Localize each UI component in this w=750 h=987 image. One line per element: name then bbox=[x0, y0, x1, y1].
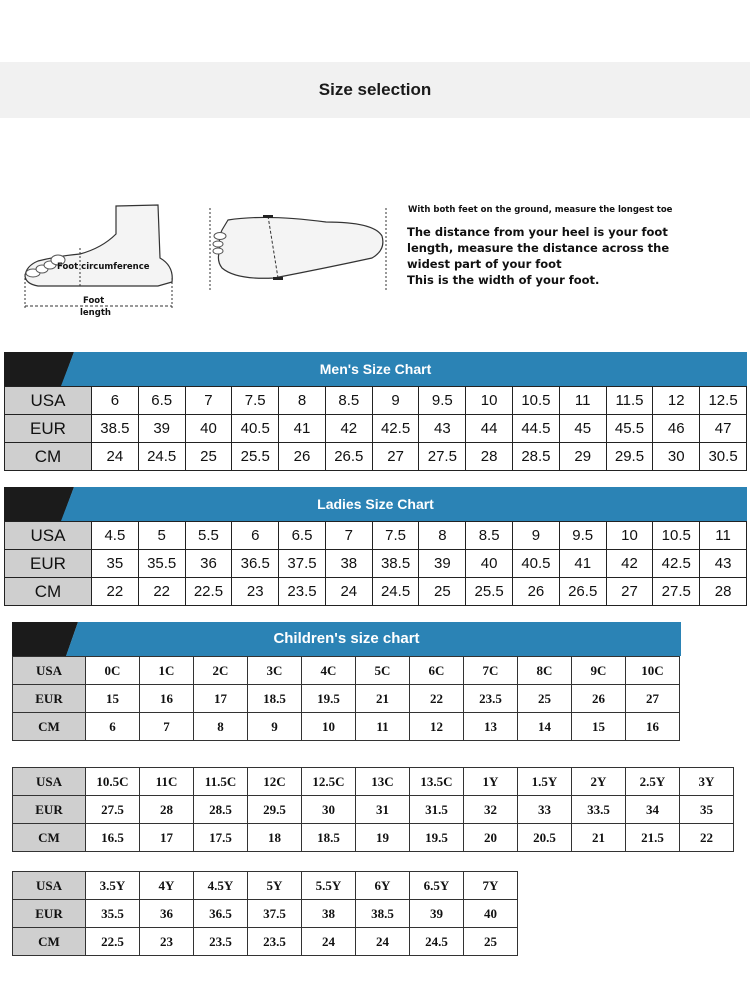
size-cell: 6.5 bbox=[138, 387, 185, 415]
row-header-cm: CM bbox=[5, 443, 92, 471]
size-cell: 28.5 bbox=[513, 443, 560, 471]
row-header-eur: EUR bbox=[13, 685, 86, 713]
size-cell: 18.5 bbox=[248, 685, 302, 713]
size-cell: 12C bbox=[248, 768, 302, 796]
size-cell: 29 bbox=[559, 443, 606, 471]
size-cell: 36 bbox=[140, 900, 194, 928]
size-cell: 25.5 bbox=[232, 443, 279, 471]
size-cell: 20.5 bbox=[518, 824, 572, 852]
row-header-eur: EUR bbox=[13, 900, 86, 928]
size-cell: 13C bbox=[356, 768, 410, 796]
size-cell: 9.5 bbox=[419, 387, 466, 415]
size-cell: 1.5Y bbox=[518, 768, 572, 796]
size-cell: 11.5 bbox=[606, 387, 653, 415]
size-cell: 2Y bbox=[572, 768, 626, 796]
size-cell: 23.5 bbox=[464, 685, 518, 713]
size-cell: 7Y bbox=[464, 872, 518, 900]
size-cell: 46 bbox=[653, 415, 700, 443]
size-cell: 26 bbox=[279, 443, 326, 471]
size-cell: 29.5 bbox=[248, 796, 302, 824]
size-cell: 15 bbox=[572, 713, 626, 741]
size-cell: 6C bbox=[410, 657, 464, 685]
size-cell: 44.5 bbox=[513, 415, 560, 443]
size-cell: 8.5 bbox=[325, 387, 372, 415]
size-cell: 16 bbox=[140, 685, 194, 713]
size-cell: 11.5C bbox=[194, 768, 248, 796]
size-cell: 25 bbox=[419, 578, 466, 606]
size-cell: 1C bbox=[140, 657, 194, 685]
size-row-eur bbox=[13, 900, 518, 928]
size-cell: 6Y bbox=[356, 872, 410, 900]
size-row-cm bbox=[5, 578, 747, 606]
size-cell: 6.5Y bbox=[410, 872, 464, 900]
size-cell: 40.5 bbox=[513, 550, 560, 578]
size-cell: 24 bbox=[356, 928, 410, 956]
size-cell: 16 bbox=[626, 713, 680, 741]
size-cell: 12.5C bbox=[302, 768, 356, 796]
size-cell: 26.5 bbox=[559, 578, 606, 606]
size-cell: 21 bbox=[356, 685, 410, 713]
size-cell: 5.5Y bbox=[302, 872, 356, 900]
row-header-eur: EUR bbox=[5, 415, 92, 443]
size-cell: 28 bbox=[466, 443, 513, 471]
size-cell: 13.5C bbox=[410, 768, 464, 796]
size-cell: 37.5 bbox=[248, 900, 302, 928]
foot-length-label-line2: length bbox=[80, 308, 111, 318]
size-cell: 7 bbox=[185, 387, 232, 415]
ladies-size-table bbox=[4, 521, 747, 606]
size-cell: 15 bbox=[86, 685, 140, 713]
ladies-chart-header bbox=[4, 487, 747, 521]
size-cell: 23.5 bbox=[279, 578, 326, 606]
size-cell: 18 bbox=[248, 824, 302, 852]
size-cell: 29.5 bbox=[606, 443, 653, 471]
size-cell: 21 bbox=[572, 824, 626, 852]
size-cell: 38.5 bbox=[372, 550, 419, 578]
size-cell: 25 bbox=[185, 443, 232, 471]
size-cell: 21.5 bbox=[626, 824, 680, 852]
size-cell: 40 bbox=[466, 550, 513, 578]
size-cell: 40.5 bbox=[232, 415, 279, 443]
size-cell: 6 bbox=[232, 522, 279, 550]
size-cell: 40 bbox=[185, 415, 232, 443]
size-cell: 2C bbox=[194, 657, 248, 685]
size-cell: 2.5Y bbox=[626, 768, 680, 796]
size-cell: 8C bbox=[518, 657, 572, 685]
size-row-usa bbox=[13, 872, 518, 900]
size-cell: 20 bbox=[464, 824, 518, 852]
size-cell: 3Y bbox=[680, 768, 734, 796]
children-size-table-1 bbox=[12, 656, 680, 741]
length-note: The distance from your heel is your foot length, measure the distance across the widest part of your foot bbox=[407, 225, 670, 271]
mens-chart-header bbox=[4, 352, 747, 386]
size-cell: 17.5 bbox=[194, 824, 248, 852]
size-cell: 32 bbox=[464, 796, 518, 824]
size-cell: 5C bbox=[356, 657, 410, 685]
size-cell: 3C bbox=[248, 657, 302, 685]
width-note: This is the width of your foot. bbox=[407, 273, 600, 287]
row-header-usa: USA bbox=[13, 872, 86, 900]
size-cell: 39 bbox=[410, 900, 464, 928]
size-cell: 26 bbox=[572, 685, 626, 713]
size-cell: 41 bbox=[279, 415, 326, 443]
size-cell: 28 bbox=[140, 796, 194, 824]
size-cell: 30.5 bbox=[700, 443, 747, 471]
size-row-usa bbox=[5, 522, 747, 550]
size-cell: 41 bbox=[559, 550, 606, 578]
size-cell: 25.5 bbox=[466, 578, 513, 606]
size-cell: 42.5 bbox=[372, 415, 419, 443]
size-cell: 7.5 bbox=[232, 387, 279, 415]
size-cell: 42.5 bbox=[653, 550, 700, 578]
size-row-cm bbox=[13, 713, 680, 741]
size-cell: 38.5 bbox=[356, 900, 410, 928]
size-cell: 8.5 bbox=[466, 522, 513, 550]
size-cell: 45 bbox=[559, 415, 606, 443]
size-cell: 31 bbox=[356, 796, 410, 824]
size-cell: 47 bbox=[700, 415, 747, 443]
row-header-eur: EUR bbox=[13, 796, 86, 824]
size-cell: 7C bbox=[464, 657, 518, 685]
size-cell: 45.5 bbox=[606, 415, 653, 443]
mens-size-table bbox=[4, 386, 747, 471]
size-row-cm bbox=[5, 443, 747, 471]
size-cell: 25 bbox=[464, 928, 518, 956]
size-cell: 42 bbox=[325, 415, 372, 443]
size-cell: 22 bbox=[92, 578, 139, 606]
size-cell: 17 bbox=[140, 824, 194, 852]
size-cell: 28.5 bbox=[194, 796, 248, 824]
ground-note: With both feet on the ground, measure the longest toe bbox=[408, 205, 673, 215]
size-cell: 36.5 bbox=[194, 900, 248, 928]
size-cell: 19 bbox=[356, 824, 410, 852]
size-cell: 24.5 bbox=[138, 443, 185, 471]
size-cell: 22 bbox=[138, 578, 185, 606]
row-header-usa: USA bbox=[13, 768, 86, 796]
size-cell: 3.5Y bbox=[86, 872, 140, 900]
size-cell: 7.5 bbox=[372, 522, 419, 550]
row-header-usa: USA bbox=[5, 387, 92, 415]
size-cell: 10.5 bbox=[513, 387, 560, 415]
size-cell: 33.5 bbox=[572, 796, 626, 824]
size-cell: 16.5 bbox=[86, 824, 140, 852]
size-cell: 24 bbox=[325, 578, 372, 606]
size-cell: 10 bbox=[606, 522, 653, 550]
size-cell: 1Y bbox=[464, 768, 518, 796]
size-row-eur bbox=[5, 415, 747, 443]
size-row-usa bbox=[13, 657, 680, 685]
row-header-usa: USA bbox=[5, 522, 92, 550]
size-cell: 4C bbox=[302, 657, 356, 685]
size-cell: 9 bbox=[513, 522, 560, 550]
size-cell: 43 bbox=[419, 415, 466, 443]
size-cell: 9 bbox=[372, 387, 419, 415]
size-cell: 6.5 bbox=[279, 522, 326, 550]
size-row-eur bbox=[13, 796, 734, 824]
size-cell: 9C bbox=[572, 657, 626, 685]
foot-length-label-line1: Foot bbox=[83, 296, 105, 306]
size-cell: 27.5 bbox=[86, 796, 140, 824]
row-header-cm: CM bbox=[13, 824, 86, 852]
size-cell: 30 bbox=[302, 796, 356, 824]
size-cell: 12 bbox=[653, 387, 700, 415]
size-cell: 5 bbox=[138, 522, 185, 550]
size-cell: 14 bbox=[518, 713, 572, 741]
size-cell: 39 bbox=[138, 415, 185, 443]
size-cell: 33 bbox=[518, 796, 572, 824]
size-cell: 10.5 bbox=[653, 522, 700, 550]
size-row-usa bbox=[5, 387, 747, 415]
size-cell: 44 bbox=[466, 415, 513, 443]
row-header-usa: USA bbox=[13, 657, 86, 685]
children-chart-header bbox=[12, 622, 681, 656]
size-cell: 23 bbox=[140, 928, 194, 956]
size-row-cm bbox=[13, 824, 734, 852]
size-cell: 0C bbox=[86, 657, 140, 685]
size-cell: 28 bbox=[700, 578, 747, 606]
size-cell: 24.5 bbox=[410, 928, 464, 956]
size-row-usa bbox=[13, 768, 734, 796]
size-cell: 11 bbox=[700, 522, 747, 550]
size-cell: 35 bbox=[680, 796, 734, 824]
size-cell: 26.5 bbox=[325, 443, 372, 471]
size-cell: 43 bbox=[700, 550, 747, 578]
size-cell: 4.5Y bbox=[194, 872, 248, 900]
foot-top-view-illustration bbox=[206, 206, 392, 292]
size-cell: 19.5 bbox=[410, 824, 464, 852]
size-cell: 38.5 bbox=[92, 415, 139, 443]
size-row-eur bbox=[13, 685, 680, 713]
row-header-cm: CM bbox=[13, 928, 86, 956]
size-cell: 6 bbox=[86, 713, 140, 741]
size-cell: 10.5C bbox=[86, 768, 140, 796]
size-cell: 11 bbox=[356, 713, 410, 741]
children-chart-title: Children's size chart bbox=[273, 630, 420, 647]
size-cell: 12.5 bbox=[700, 387, 747, 415]
size-cell: 35 bbox=[92, 550, 139, 578]
size-cell: 22.5 bbox=[86, 928, 140, 956]
size-cell: 24 bbox=[302, 928, 356, 956]
page-header bbox=[0, 62, 750, 118]
size-cell: 35.5 bbox=[86, 900, 140, 928]
size-cell: 27 bbox=[372, 443, 419, 471]
size-cell: 5Y bbox=[248, 872, 302, 900]
size-cell: 36 bbox=[185, 550, 232, 578]
row-header-eur: EUR bbox=[5, 550, 92, 578]
size-cell: 8 bbox=[194, 713, 248, 741]
row-header-cm: CM bbox=[5, 578, 92, 606]
size-cell: 37.5 bbox=[279, 550, 326, 578]
size-cell: 9.5 bbox=[559, 522, 606, 550]
size-cell: 18.5 bbox=[302, 824, 356, 852]
size-cell: 26 bbox=[513, 578, 560, 606]
page-title: Size selection bbox=[318, 80, 432, 99]
size-cell: 11 bbox=[559, 387, 606, 415]
size-cell: 40 bbox=[464, 900, 518, 928]
size-cell: 27.5 bbox=[419, 443, 466, 471]
size-cell: 36.5 bbox=[232, 550, 279, 578]
children-size-table-3 bbox=[12, 871, 518, 956]
size-cell: 27 bbox=[626, 685, 680, 713]
size-cell: 27 bbox=[606, 578, 653, 606]
size-cell: 12 bbox=[410, 713, 464, 741]
foot-circumference-label: Foot circumference bbox=[57, 262, 150, 272]
size-cell: 8 bbox=[419, 522, 466, 550]
size-cell: 7 bbox=[325, 522, 372, 550]
size-cell: 35.5 bbox=[138, 550, 185, 578]
size-cell: 24.5 bbox=[372, 578, 419, 606]
mens-size-chart bbox=[4, 352, 747, 471]
size-cell: 10 bbox=[302, 713, 356, 741]
size-cell: 10 bbox=[466, 387, 513, 415]
size-cell: 4.5 bbox=[92, 522, 139, 550]
size-row-cm bbox=[13, 928, 518, 956]
size-cell: 6 bbox=[92, 387, 139, 415]
ladies-chart-title: Ladies Size Chart bbox=[317, 496, 434, 512]
size-cell: 8 bbox=[279, 387, 326, 415]
size-cell: 9 bbox=[248, 713, 302, 741]
ladies-size-chart bbox=[4, 487, 747, 606]
size-row-eur bbox=[5, 550, 747, 578]
row-header-cm: CM bbox=[13, 713, 86, 741]
mens-chart-title: Men's Size Chart bbox=[319, 361, 432, 377]
size-cell: 27.5 bbox=[653, 578, 700, 606]
size-cell: 23.5 bbox=[194, 928, 248, 956]
size-cell: 30 bbox=[653, 443, 700, 471]
size-cell: 31.5 bbox=[410, 796, 464, 824]
size-cell: 7 bbox=[140, 713, 194, 741]
size-cell: 11C bbox=[140, 768, 194, 796]
size-cell: 38 bbox=[325, 550, 372, 578]
size-cell: 23.5 bbox=[248, 928, 302, 956]
size-cell: 22 bbox=[680, 824, 734, 852]
size-cell: 5.5 bbox=[185, 522, 232, 550]
size-cell: 39 bbox=[419, 550, 466, 578]
size-cell: 22 bbox=[410, 685, 464, 713]
size-cell: 4Y bbox=[140, 872, 194, 900]
size-cell: 25 bbox=[518, 685, 572, 713]
size-cell: 23 bbox=[232, 578, 279, 606]
size-cell: 24 bbox=[92, 443, 139, 471]
size-cell: 10C bbox=[626, 657, 680, 685]
size-cell: 34 bbox=[626, 796, 680, 824]
size-cell: 42 bbox=[606, 550, 653, 578]
size-cell: 38 bbox=[302, 900, 356, 928]
size-cell: 19.5 bbox=[302, 685, 356, 713]
size-cell: 22.5 bbox=[185, 578, 232, 606]
size-cell: 17 bbox=[194, 685, 248, 713]
children-size-table-2 bbox=[12, 767, 734, 852]
size-cell: 13 bbox=[464, 713, 518, 741]
